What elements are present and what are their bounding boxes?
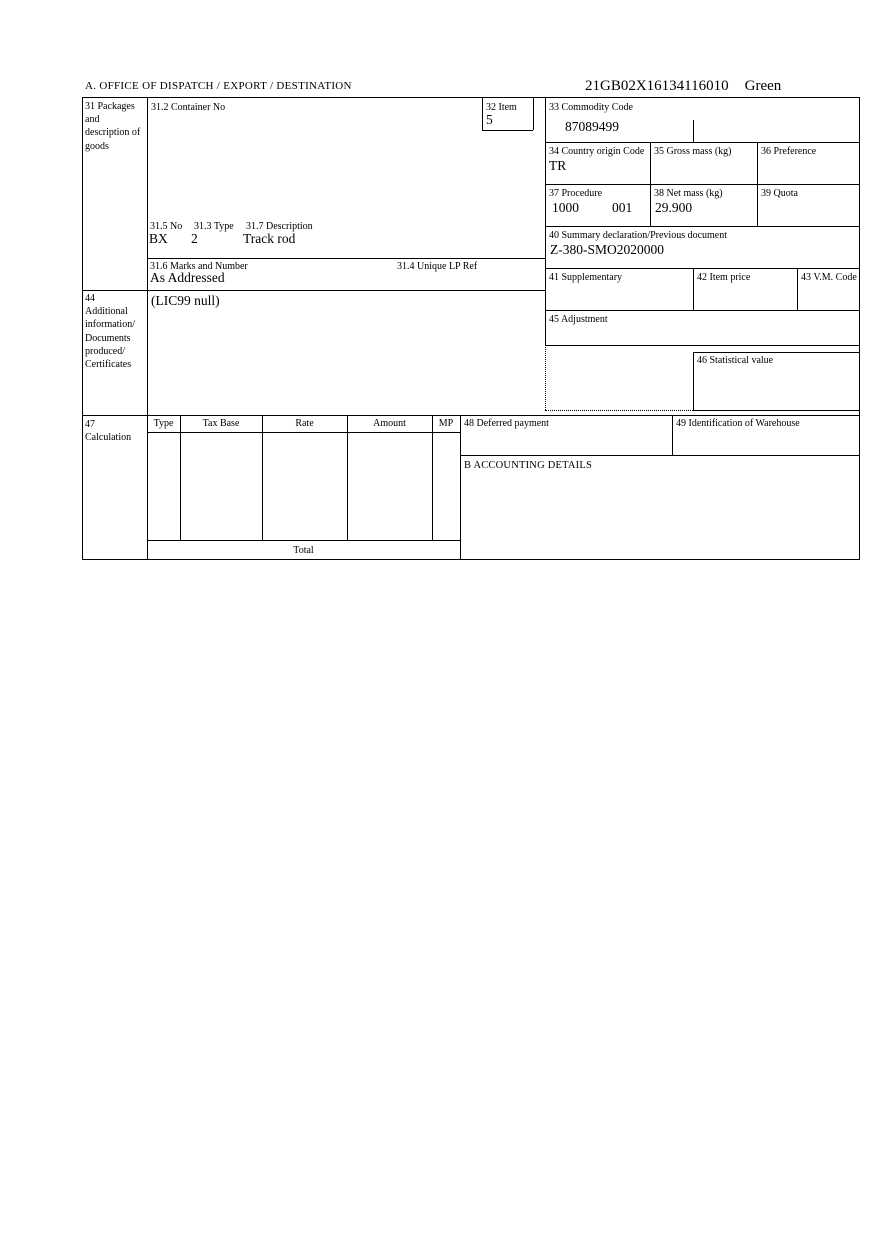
box31-container-label: 31.2 Container No <box>151 102 226 113</box>
box37-value-extra: 001 <box>612 200 633 215</box>
table-header-type: Type <box>153 418 174 429</box>
box49-label: 49 Identification of Warehouse <box>676 418 800 429</box>
divider-box48-49 <box>672 415 673 455</box>
divider-box32-right <box>533 97 534 130</box>
box42-label: 42 Item price <box>697 272 751 283</box>
box44-value: (LIC99 null) <box>151 293 220 308</box>
divider-table-header-bottom <box>147 432 460 433</box>
box40-value: Z-380-SMO2020000 <box>550 242 664 257</box>
divider-box48-bottom <box>460 455 860 456</box>
movement-reference-group <box>585 78 781 95</box>
divider-box45-bottom <box>545 345 860 346</box>
box31-type-value: 2 <box>191 231 198 246</box>
box31-description-value: Track rod <box>243 231 296 246</box>
table-header-rate: Rate <box>295 418 314 429</box>
movement-reference-number: 21GB02X16134116010 <box>585 78 729 94</box>
divider-row47-top <box>82 415 860 416</box>
box39-label: 39 Quota <box>761 188 798 199</box>
box47-side-label <box>85 418 145 444</box>
box44-side-text: Additional information/ Documents produced/ Certificates <box>85 306 135 370</box>
form-outer-border <box>82 97 860 560</box>
table-header-mp: MP <box>438 418 454 429</box>
box37-value-main: 1000 <box>552 200 579 215</box>
divider-marks-top <box>147 258 545 259</box>
box33-value: 87089499 <box>565 119 619 134</box>
box43-label: 43 V.M. Code <box>801 272 857 283</box>
divider-box40-bottom <box>545 268 860 269</box>
divider-row37-bottom <box>545 226 860 227</box>
box34-label: 34 Country origin Code <box>549 146 645 157</box>
divider-box41-42 <box>693 268 694 310</box>
box31-no-value: BX <box>149 231 168 246</box>
divider-total-row-top <box>147 540 460 541</box>
box31-marks-value: As Addressed <box>150 270 225 285</box>
box38-label: 38 Net mass (kg) <box>654 188 723 199</box>
divider-col-rate <box>347 415 348 540</box>
accounting-details-label: B ACCOUNTING DETAILS <box>464 460 592 471</box>
box31-lp-ref-label: 31.4 Unique LP Ref <box>397 261 478 272</box>
box33-label: 33 Commodity Code <box>549 102 633 113</box>
divider-box46-bottom <box>693 410 860 411</box>
box31-side-label: 31 Packages and description of goods <box>85 101 141 152</box>
box34-value: TR <box>549 158 567 173</box>
box48-label: 48 Deferred payment <box>464 418 549 429</box>
divider-left-column <box>147 97 148 560</box>
table-header-amount: Amount <box>373 418 406 429</box>
box44-side-label <box>85 292 147 371</box>
table-total-label: Total <box>293 545 314 556</box>
divider-box33-inner <box>693 120 694 142</box>
box45-label: 45 Adjustment <box>549 314 608 325</box>
divider-col-amount <box>432 415 433 540</box>
divider-box33-bottom <box>545 142 860 143</box>
box31-no-label: 31.5 No <box>150 221 183 232</box>
box41-label: 41 Supplementary <box>549 272 623 283</box>
divider-box42-43 <box>797 268 798 310</box>
box31-type-label: 31.3 Type <box>194 221 234 232</box>
divider-table-right <box>460 415 461 560</box>
box47-side-number: 47 <box>85 419 95 430</box>
table-header-tax-base: Tax Base <box>202 418 240 429</box>
box46-label: 46 Statistical value <box>697 355 774 366</box>
dotted-divider-box44-bottom <box>545 410 693 411</box>
divider-row41-bottom <box>545 310 860 311</box>
box36-label: 36 Preference <box>761 146 817 157</box>
box37-label: 37 Procedure <box>549 188 603 199</box>
box44-side-number: 44 <box>85 293 95 304</box>
box47-side-text: Calculation <box>85 432 132 444</box>
box31-marks-label: 31.6 Marks and Number <box>150 261 248 272</box>
section-a-title: A. OFFICE OF DISPATCH / EXPORT / DESTINATION <box>85 80 352 92</box>
divider-col-type <box>180 415 181 540</box>
box35-label: 35 Gross mass (kg) <box>654 146 732 157</box>
dotted-divider-box44-continuation <box>545 345 546 410</box>
divider-row34-bottom <box>545 184 860 185</box>
box32-value: 5 <box>486 112 493 127</box>
divider-box32-bottom <box>482 130 533 131</box>
box38-value: 29.900 <box>655 200 693 215</box>
divider-right-block-left <box>545 97 546 345</box>
divider-col-taxbase <box>262 415 263 540</box>
divider-box46-left <box>693 352 694 410</box>
divider-box32-left <box>482 97 483 130</box>
box40-label: 40 Summary declaration/Previous document <box>549 230 728 241</box>
box32-label: 32 Item <box>486 102 517 113</box>
routing-status: Green <box>744 78 782 94</box>
divider-box31-44 <box>82 290 545 291</box>
divider-box46-top <box>693 352 860 353</box>
box31-description-label: 31.7 Description <box>246 221 313 232</box>
